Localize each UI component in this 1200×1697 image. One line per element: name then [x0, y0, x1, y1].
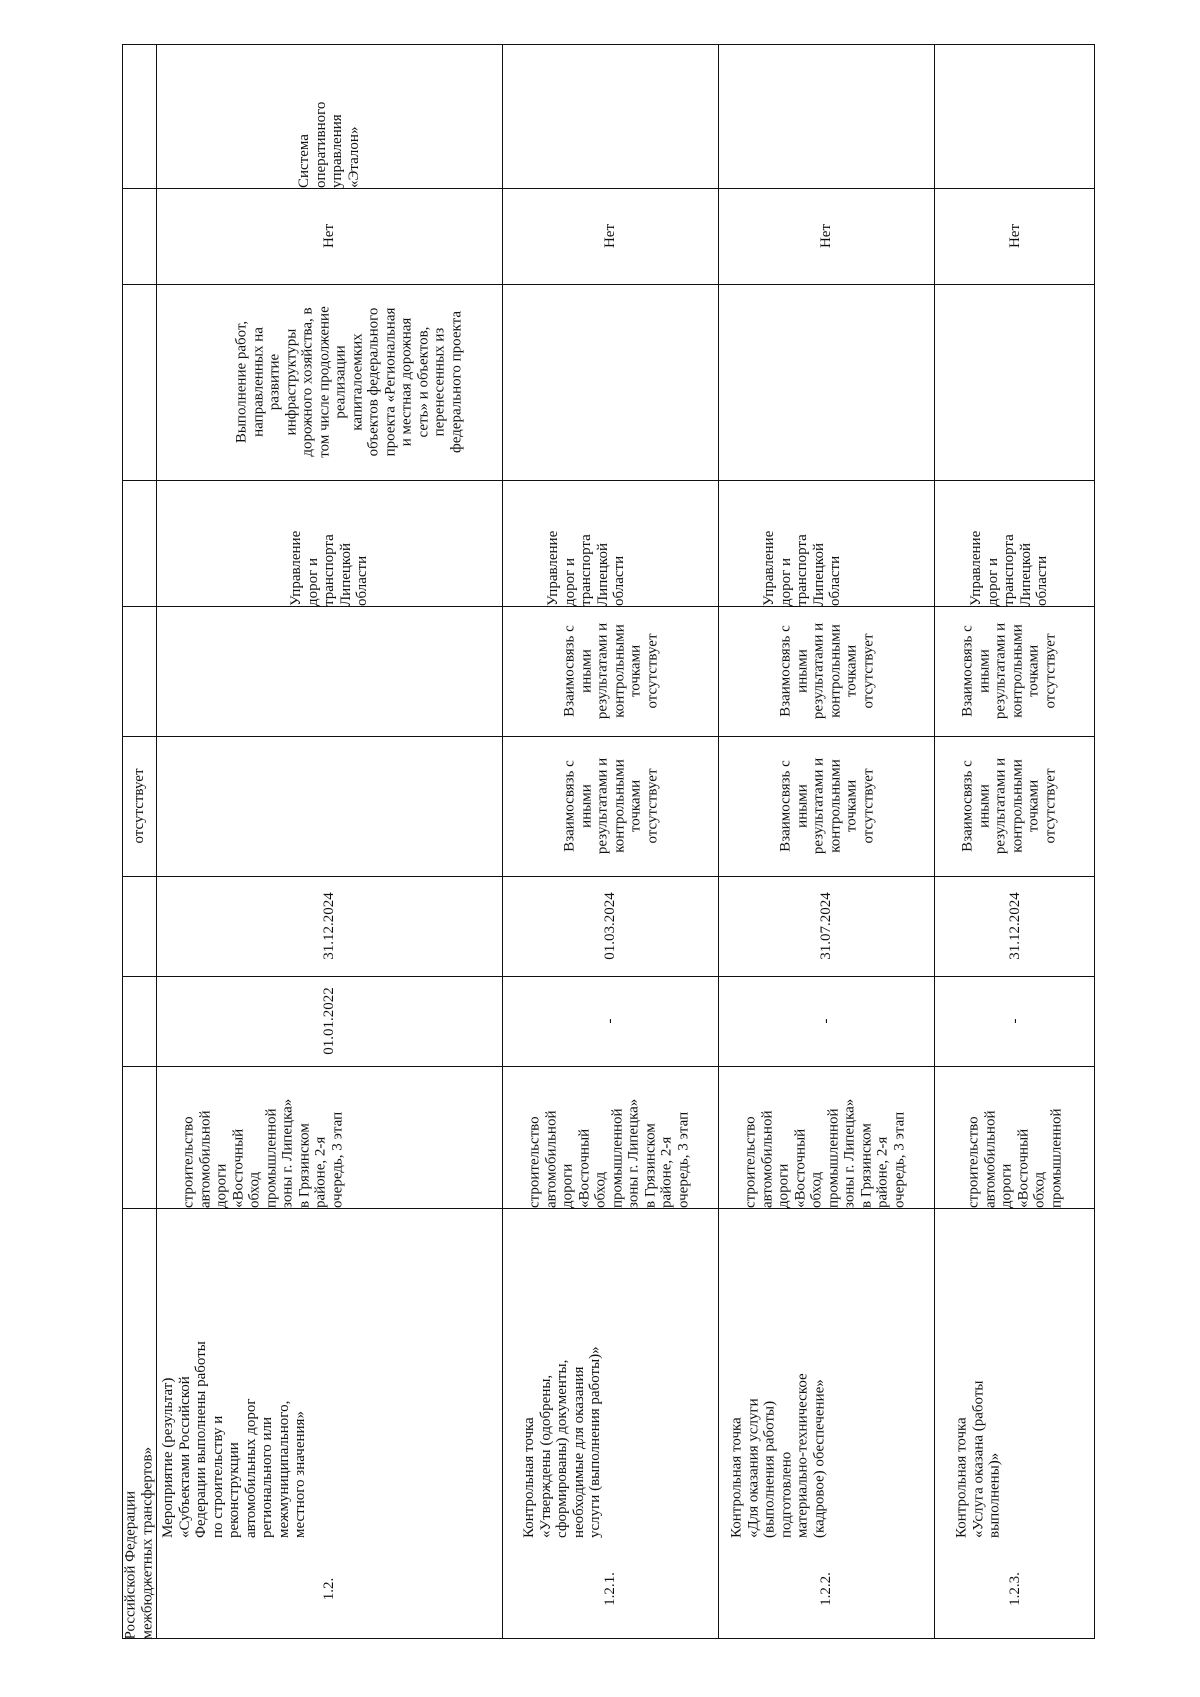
- row-object: строительство автомобильной дороги «Восточный обход промышленной зоны г. Липецка» в Грязинском районе, 2-я очередь, 3 этап: [742, 1098, 907, 1208]
- row-predecessor: Взаимосвязь с иными результатами и контрольными точками отсутствует: [561, 757, 660, 855]
- row-end-date: 31.12.2024: [1006, 892, 1023, 960]
- row-start-date: 01.01.2022: [320, 987, 337, 1055]
- row-object: строительство автомобильной дороги «Восточный обход промышленной зоны г. Липецка» в Грязинском районе, 2-я очередь, 3 этап: [526, 1098, 691, 1208]
- row-successor-cell: [536, 606, 686, 736]
- row-flag-cell: [718, 188, 934, 284]
- row-number: 1.2.2.: [817, 1571, 834, 1606]
- row-object-cell: [156, 1066, 370, 1208]
- row-description-cell: [934, 1208, 1022, 1538]
- row-description-cell: [718, 1208, 838, 1538]
- row-start-date-cell: [156, 976, 502, 1066]
- row-object: строительство автомобильной дороги «Восточный обход промышленной зоны г. Липецка» в Грязинском районе, 2-я очередь, 3 этап: [180, 1098, 345, 1208]
- row-characteristic-cell: [195, 284, 502, 480]
- row-flag-cell: [934, 188, 1095, 284]
- row-object: строительство автомобильной дороги «Восточный обход промышленной: [965, 1108, 1064, 1208]
- row-predecessor-cell: [752, 736, 902, 876]
- row-flag-cell: [502, 188, 718, 284]
- row-info-system-cell: [502, 44, 718, 188]
- row-end-date: 31.12.2024: [320, 892, 337, 960]
- row-characteristic: Выполнение работ, направленных на развитие инфраструктуры дорожного хозяйства, в том числе продолжение реализации капиталоемких объектов федерального проекта «Региональная и местная дорожная сеть» и объектов, перенесенных из федерального проекта: [233, 306, 464, 458]
- row-responsible-cell: [502, 480, 670, 606]
- row-description: Контрольная точка «Услуга оказана (работы выполнены)»: [953, 1380, 1003, 1538]
- row-end-date-cell: [718, 876, 934, 976]
- row-successor: Взаимосвязь с иными результатами и контрольными точками отсутствует: [959, 622, 1058, 720]
- row-predecessor: Взаимосвязь с иными результатами и контрольными точками отсутствует: [777, 757, 876, 855]
- row-description-cell: [502, 1208, 622, 1538]
- row-number: 1.2.3.: [1006, 1571, 1023, 1606]
- row-end-date: 01.03.2024: [601, 892, 618, 960]
- header-description-cell: [122, 1208, 156, 1639]
- row-start-date: -: [1006, 1018, 1023, 1024]
- row-number: 1.2.: [320, 1577, 337, 1600]
- row-info-system-cell: [934, 44, 1095, 188]
- header-description-text: Российской Федерации межбюджетных трансфертов»: [122, 1446, 155, 1639]
- row-description-cell: [156, 1208, 311, 1538]
- row-end-date-cell: [156, 876, 502, 976]
- row-object-cell: [718, 1066, 932, 1208]
- row-successor-cell: [752, 606, 902, 736]
- row-number-cell: [156, 1538, 502, 1639]
- row-predecessor: Взаимосвязь с иными результатами и контрольными точками отсутствует: [959, 757, 1058, 855]
- row-end-date-cell: [502, 876, 718, 976]
- row-responsible: Управление дорог и транспорта Липецкой области: [544, 530, 627, 606]
- row-successor-cell: [934, 606, 1084, 736]
- row-start-date-cell: [934, 976, 1095, 1066]
- row-flag-cell: [156, 188, 502, 284]
- row-responsible-cell: [934, 480, 1084, 606]
- header-relationship-cell: [122, 736, 156, 876]
- row-number-cell: [502, 1538, 718, 1639]
- row-responsible-cell: [718, 480, 886, 606]
- row-predecessor-cell: [536, 736, 686, 876]
- row-start-date: -: [817, 1018, 834, 1024]
- row-end-date: 31.07.2024: [817, 892, 834, 960]
- row-characteristic-cell: [718, 284, 934, 480]
- row-characteristic-cell: [934, 284, 1095, 480]
- row-start-date: -: [601, 1018, 618, 1024]
- row-description: Мероприятие (результат) «Субъектами Российской Федерации выполнены работы по строительству и реконструкции автомобильных дорог регионального или межмуниципального, местного значения»: [159, 1341, 308, 1538]
- row-successor: Взаимосвязь с иными результатами и контрольными точками отсутствует: [777, 622, 876, 720]
- row-info-system-cell: [718, 44, 934, 188]
- row-end-date-cell: [934, 876, 1095, 976]
- row-flag: Нет: [601, 223, 618, 249]
- row-info-system: Система оперативного управления «Эталон»: [296, 101, 362, 188]
- row-flag: Нет: [1006, 223, 1023, 249]
- row-responsible-cell: [156, 480, 502, 606]
- row-start-date-cell: [718, 976, 934, 1066]
- row-object-cell: [502, 1066, 716, 1208]
- row-characteristic-cell: [502, 284, 718, 480]
- row-responsible: Управление дорог и транспорта Липецкой области: [760, 530, 843, 606]
- row-number: 1.2.1.: [601, 1571, 618, 1606]
- row-info-system-cell: [156, 44, 502, 188]
- row-predecessor-cell: [934, 736, 1084, 876]
- row-successor: Взаимосвязь с иными результатами и контрольными точками отсутствует: [561, 622, 660, 720]
- row-start-date-cell: [502, 976, 718, 1066]
- row-description: Контрольная точка «Утверждены (одобрены, сформированы) документы, необходимые для оказания услуги (выполнения работы)»: [520, 1346, 603, 1538]
- row-responsible: Управление дорог и транспорта Липецкой области: [967, 530, 1050, 606]
- row-number-cell: [718, 1538, 934, 1639]
- row-number-cell: [934, 1538, 1095, 1639]
- row-flag: Нет: [817, 223, 834, 249]
- row-object-cell: [934, 1066, 1095, 1208]
- row-responsible: Управление дорог и транспорта Липецкой области: [287, 530, 370, 606]
- header-relationship-text: отсутствует: [130, 768, 147, 844]
- row-flag: Нет: [320, 223, 337, 249]
- row-description: Контрольная точка «Для оказания услуги (выполнения работы) подготовлено материально-техническое (кадровое) обеспечение»: [728, 1373, 827, 1538]
